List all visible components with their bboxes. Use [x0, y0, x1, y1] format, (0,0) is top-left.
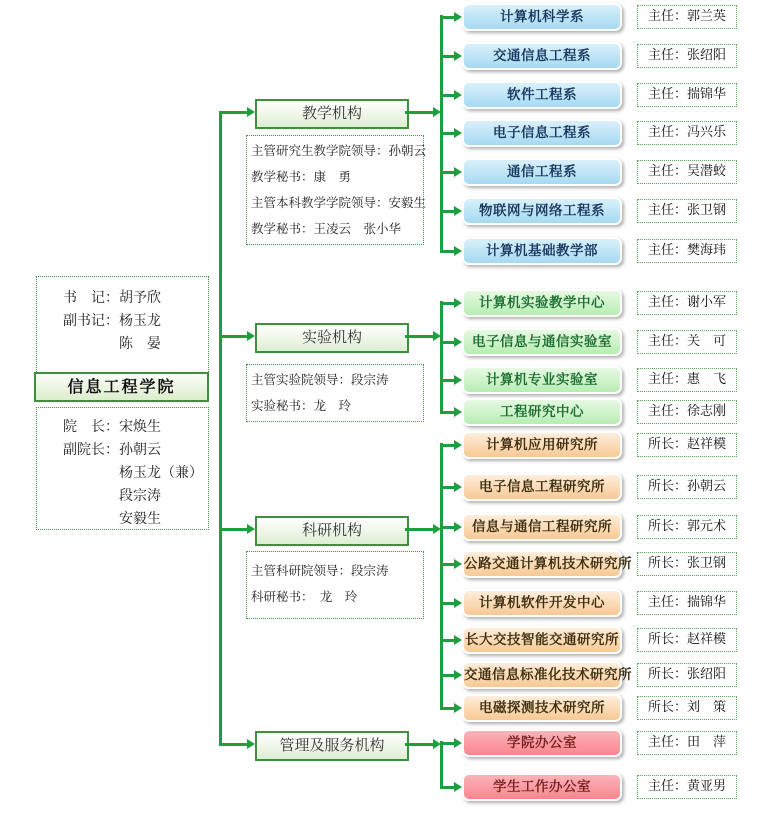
row-connector-line	[441, 55, 454, 58]
row-connector-line	[441, 210, 454, 213]
department-box: 长大交技智能交通研究所	[462, 626, 622, 654]
note-line: 主管研究生教学院领导：孙朝云	[251, 143, 427, 158]
row-connector-line	[441, 707, 454, 710]
note-line: 教学秘书：王凌云 张小华	[251, 221, 402, 236]
department-head-label: 主任：惠 飞	[637, 368, 737, 392]
row-connector-line	[441, 302, 454, 305]
branch-label: 教学机构	[301, 104, 362, 122]
row-connector-line	[441, 132, 454, 135]
row-arrowhead	[454, 482, 462, 492]
note-line: 科研秘书： 龙 玲	[251, 589, 358, 604]
lab-note-box	[246, 364, 424, 422]
row-connector-line	[441, 411, 454, 414]
department-box: 学院办公室	[462, 729, 622, 757]
department-box: 计算机应用研究所	[462, 431, 622, 459]
department-head-label: 所长：张卫钢	[637, 552, 737, 576]
branch-out-line	[405, 528, 433, 531]
branch-connector-line	[220, 111, 247, 114]
branch-out-line	[405, 111, 433, 114]
note-line: 教学秘书：康 勇	[251, 169, 352, 184]
branch-connector-line	[220, 335, 247, 338]
department-box: 电子信息与通信实验室	[462, 328, 622, 356]
branch-box-lab	[255, 323, 409, 353]
row-arrowhead	[454, 246, 462, 256]
party-secretary-line: 陈 晏	[63, 336, 161, 352]
department-box: 计算机专业实验室	[462, 366, 622, 394]
department-head-label: 所长：郭元术	[637, 515, 737, 539]
department-head-label: 主任：张卫钢	[637, 199, 737, 223]
branch-box-admin-services	[255, 731, 409, 761]
row-arrowhead	[454, 559, 462, 569]
department-box: 计算机软件开发中心	[462, 589, 622, 617]
department-box: 通信工程系	[462, 158, 622, 186]
note-line: 主管科研院领导：段宗涛	[251, 563, 389, 578]
row-connector-line	[441, 250, 454, 253]
department-box: 电子信息工程系	[462, 119, 622, 147]
branch-connector-line	[220, 743, 247, 746]
row-arrowhead	[454, 703, 462, 713]
row-arrowhead	[454, 598, 462, 608]
branch-label: 管理及服务机构	[279, 736, 385, 754]
department-box: 计算机科学系	[462, 3, 622, 31]
department-box: 工程研究中心	[462, 398, 622, 426]
row-arrowhead	[454, 12, 462, 22]
row-connector-line	[441, 786, 454, 789]
department-head-label: 主任：田 萍	[637, 731, 737, 755]
department-box: 交通信息标准化技术研究所	[462, 661, 622, 689]
branch-box-research	[255, 516, 409, 546]
row-arrowhead	[454, 522, 462, 532]
note-line: 主管本科教学学院领导：安毅生	[251, 195, 427, 210]
row-arrowhead	[454, 782, 462, 792]
row-arrowhead	[454, 51, 462, 61]
branch-out-line	[405, 335, 433, 338]
department-head-label: 所长：张绍阳	[637, 663, 737, 687]
row-arrowhead	[454, 337, 462, 347]
row-arrowhead	[454, 407, 462, 417]
row-connector-line	[441, 639, 454, 642]
row-arrowhead	[454, 90, 462, 100]
row-arrowhead	[454, 635, 462, 645]
row-connector-line	[441, 341, 454, 344]
row-connector-line	[441, 563, 454, 566]
row-connector-line	[441, 674, 454, 677]
department-box: 交通信息工程系	[462, 42, 622, 70]
department-head-label: 所长：赵祥模	[637, 433, 737, 457]
fanout-line-lab	[440, 301, 443, 414]
row-connector-line	[441, 444, 454, 447]
branch-box-teaching	[255, 99, 409, 129]
note-line: 主管实验院领导：段宗涛	[251, 372, 389, 387]
row-connector-line	[441, 94, 454, 97]
party-secretary-box	[36, 276, 209, 374]
teaching-note-box	[246, 135, 427, 245]
branch-arrowhead	[247, 331, 255, 341]
department-box: 软件工程系	[462, 81, 622, 109]
department-head-label: 主任：张绍阳	[637, 44, 737, 68]
department-head-label: 主任：吴潜蛟	[637, 160, 737, 184]
college-title-box	[34, 372, 209, 402]
college-leaders-box	[36, 407, 209, 530]
branch-out-line	[405, 743, 433, 746]
college-leader-line: 安毅生	[63, 511, 161, 527]
trunk-line	[219, 111, 222, 746]
department-head-label: 主任：揣锦华	[637, 83, 737, 107]
row-connector-line	[441, 486, 454, 489]
row-arrowhead	[454, 167, 462, 177]
college-leader-line: 段宗涛	[63, 488, 161, 504]
department-box: 信息与通信工程研究所	[462, 513, 622, 541]
department-box: 电子信息工程研究所	[462, 473, 622, 501]
fanout-line-research	[440, 443, 443, 710]
department-box: 学生工作办公室	[462, 773, 622, 801]
department-head-label: 主任：揣锦华	[637, 591, 737, 615]
row-connector-line	[441, 526, 454, 529]
department-head-label: 主任：郭兰英	[637, 5, 737, 29]
college-leader-line: 副院长：孙朝云	[63, 442, 161, 458]
department-head-label: 所长：孙朝云	[637, 475, 737, 499]
college-leader-line: 杨玉龙（兼）	[63, 465, 203, 481]
row-connector-line	[441, 16, 454, 19]
department-head-label: 主任：谢小军	[637, 291, 737, 315]
row-arrowhead	[454, 298, 462, 308]
department-box: 计算机基础教学部	[462, 237, 622, 265]
branch-arrowhead	[247, 107, 255, 117]
branch-arrowhead	[247, 524, 255, 534]
note-line: 实验秘书：龙 玲	[251, 398, 352, 413]
department-box: 计算机实验教学中心	[462, 289, 622, 317]
party-secretary-line: 副书记：杨玉龙	[63, 313, 161, 329]
department-head-label: 主任：樊海玮	[637, 239, 737, 263]
row-arrowhead	[454, 440, 462, 450]
fanout-line-admin-services	[440, 741, 443, 789]
college-leader-line: 院 长：宋焕生	[63, 419, 161, 435]
row-arrowhead	[454, 670, 462, 680]
branch-label: 实验机构	[301, 328, 362, 346]
row-connector-line	[441, 379, 454, 382]
branch-arrowhead	[247, 739, 255, 749]
row-arrowhead	[454, 738, 462, 748]
department-box: 物联网与网络工程系	[462, 197, 622, 225]
department-head-label: 主任：冯兴乐	[637, 121, 737, 145]
branch-label: 科研机构	[301, 521, 362, 539]
row-arrowhead	[454, 375, 462, 385]
row-connector-line	[441, 602, 454, 605]
department-head-label: 主任：黄亚男	[637, 775, 737, 799]
row-connector-line	[441, 742, 454, 745]
party-secretary-line: 书 记：胡予欣	[63, 290, 161, 306]
row-arrowhead	[454, 128, 462, 138]
department-box: 电磁探测技术研究所	[462, 694, 622, 722]
department-head-label: 主任：关 可	[637, 330, 737, 354]
department-box: 公路交通计算机技术研究所	[462, 550, 622, 578]
row-connector-line	[441, 171, 454, 174]
department-head-label: 所长：刘 策	[637, 696, 737, 720]
branch-connector-line	[220, 528, 247, 531]
research-note-box	[246, 551, 424, 619]
department-head-label: 主任：徐志刚	[637, 400, 737, 424]
row-arrowhead	[454, 206, 462, 216]
department-head-label: 所长：赵祥模	[637, 628, 737, 652]
college-title: 信息工程学院	[67, 377, 176, 396]
